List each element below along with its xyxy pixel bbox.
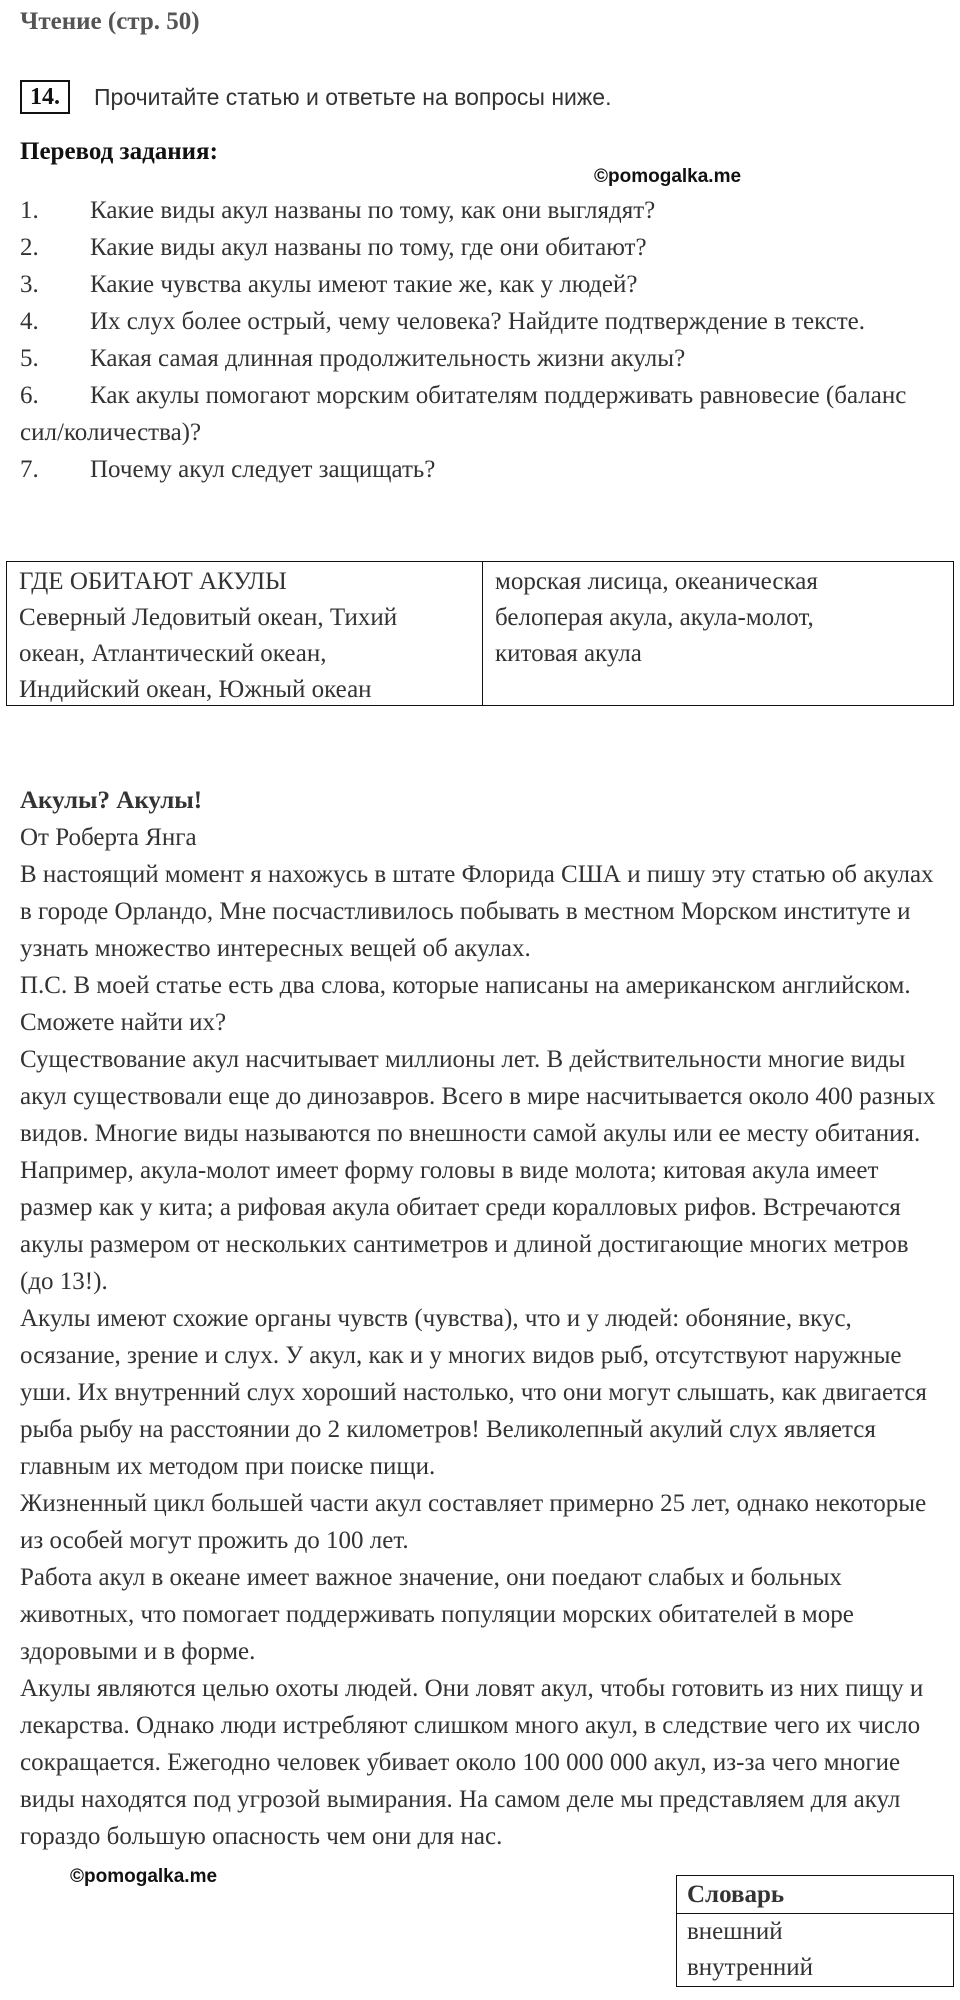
article-paragraph: П.С. В моей статье есть два слова, которые написаны на американском английском. Сможете найти их? [20,972,911,1036]
vocabulary-box [676,1875,954,1987]
habitat-left-line: ГДЕ ОБИТАЮТ АКУЛЫ [19,568,287,595]
question-text: Какие виды акул названы по тому, где они обитают? [90,234,647,261]
question-number: 1. [20,197,39,224]
question-list [20,192,920,488]
question-text: Их слух более острый, чему человека? Найдите подтверждение в тексте. [90,308,866,335]
habitat-table [6,561,954,706]
watermark: ©pomogalka.me [70,1866,218,1887]
question-text: Почему акул следует защищать? [90,456,436,483]
question-item [20,266,920,303]
article-paragraph: Работа акул в океане имеет важное значение, они поедают слабых и больных животных, что помогает поддерживать популяции морских обитателей в море здоровыми и в форме. [20,1564,854,1665]
habitat-left-line: Северный Ледовитый океан, Тихий [19,604,398,631]
habitat-right-line: белоперая акула, акула-молот, [495,604,814,631]
question-number: 7. [20,456,39,483]
question-item [20,229,920,266]
question-number: 3. [20,271,39,298]
habitat-table-right-cell [483,562,953,705]
article-paragraph: Существование акул насчитывает миллионы лет. В действительности многие виды акул существовали еще до динозавров. Всего в мире насчитывается около 400 разных видов. Многие виды называются по внешности самой акулы или ее месту обитания. Например, акула-молот имеет форму головы в виде молота; китовая акула имеет размер как у кита; а рифовая акула обитает среди коралловых рифов. Встречаются акулы размером от нескольких сантиметров и длиной достигающие многих метров (до 13!). [20,1046,936,1295]
question-number: 5. [20,345,39,372]
task-instruction: Прочитайте статью и ответьте на вопросы ниже. [94,83,612,110]
habitat-left-line: океан, Атлантический океан, [19,640,327,667]
question-item [20,303,920,340]
question-text: Какие чувства акулы имеют такие же, как у людей? [90,271,638,298]
vocabulary-title: Словарь [677,1876,953,1914]
question-item [20,377,920,451]
question-item [20,451,920,488]
question-number: 4. [20,308,39,335]
vocabulary-item: внутренний [687,1954,814,1981]
article-paragraph: Жизненный цикл большей части акул составляет примерно 25 лет, однако некоторые из особей могут прожить до 100 лет. [20,1490,927,1554]
question-text: Какая самая длинная продолжительность жизни акулы? [90,345,686,372]
question-item [20,192,920,229]
vocabulary-item: внешний [687,1918,783,1945]
article-paragraph: Акулы являются целью охоты людей. Они ловят акул, чтобы готовить из них пищу и лекарства. Однако люди истребляют слишком много акул, в следствие чего их число сокращается. Ежегодно человек убивает около 100 000 000 акул, из-за чего многие виды находятся под угрозой вымирания. На самом деле мы представляем для акул гораздо большую опасность чем они для нас. [20,1675,924,1850]
habitat-table-left-cell [7,562,483,705]
question-item [20,340,920,377]
habitat-right-line: морская лисица, океаническая [495,568,818,595]
translation-heading: Перевод задания: [20,138,218,165]
section-title: Чтение (стр. 50) [20,8,200,35]
task-line [20,80,611,114]
watermark: ©pomogalka.me [594,166,742,187]
task-number: 14. [20,80,70,114]
article-paragraph: Акулы имеют схожие органы чувств (чувства), что и у людей: обоняние, вкус, осязание, зрение и слух. У акул, как и у многих видов рыб, отсутствуют наружные уши. Их внутренний слух хороший настолько, что они могут слышать, как двигается рыба рыбу на расстоянии до 2 километров! Великолепный акулий слух является главным их методом при поиске пищи. [20,1305,927,1480]
habitat-right-line: китовая акула [495,640,642,667]
article [20,782,945,1855]
question-text: Какие виды акул названы по тому, как они выглядят? [90,197,656,224]
habitat-left-line: Индийский океан, Южный океан [19,676,372,703]
question-number: 6. [20,382,39,409]
article-author: От Роберта Янга [20,824,197,851]
question-text: Как акулы помогают морским обитателям поддерживать равновесие (баланс сил/количества)? [20,382,907,446]
article-title: Акулы? Акулы! [20,787,203,814]
question-number: 2. [20,234,39,261]
article-paragraph: В настоящий момент я нахожусь в штате Флорида США и пишу эту статью об акулах в городе Орландо, Мне посчастливилось побывать в местном Морском институте и узнать множество интересных вещей об акулах. [20,861,934,962]
